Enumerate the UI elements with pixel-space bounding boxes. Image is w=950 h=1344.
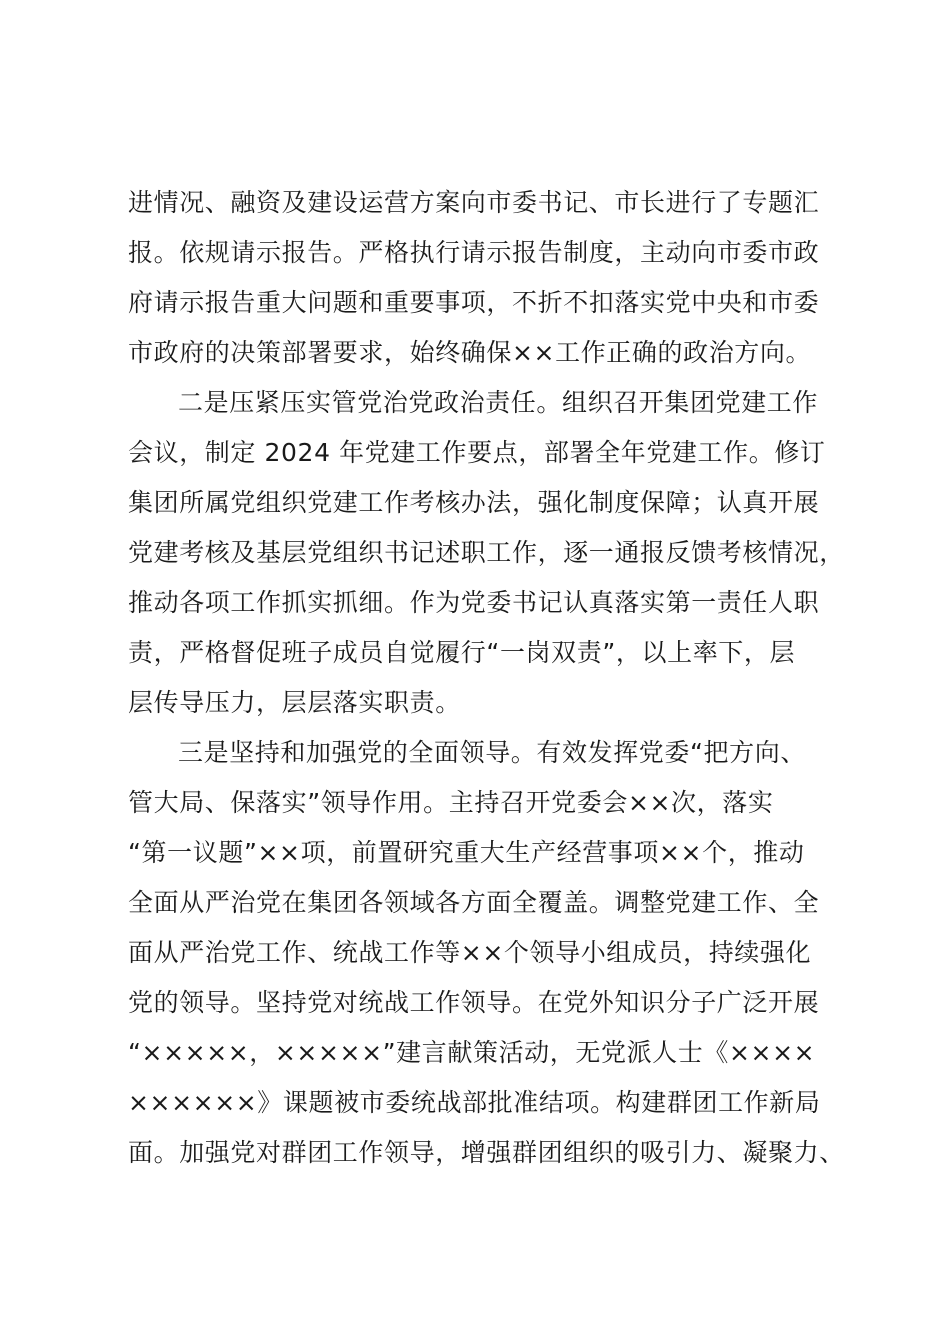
text-line: 面。加强党对群团工作领导，增强群团组织的吸引力、凝聚力、 xyxy=(128,1138,845,1167)
paragraph-start-line: 二是压紧压实管党治党政治责任。组织召开集团党建工作 xyxy=(178,388,819,417)
text-line: 全面从严治党在集团各领域各方面全覆盖。调整党建工作、全 xyxy=(128,888,820,917)
text-line: “×××××，×××××”建言献策活动，无党派人士《×××× xyxy=(128,1038,816,1067)
text-line: ××××××》课题被市委统战部批准结项。构建群团工作新局 xyxy=(128,1088,821,1117)
text-line: 管大局、保落实”领导作用。主持召开党委会××次，落实 xyxy=(128,788,774,817)
text-line: 市政府的决策部署要求，始终确保××工作正确的政治方向。 xyxy=(128,338,812,367)
text-line: 党的领导。坚持党对统战工作领导。在党外知识分子广泛开展 xyxy=(128,988,820,1017)
text-line: 府请示报告重大问题和重要事项，不折不扣落实党中央和市委 xyxy=(128,288,820,317)
text-line: 层传导压力，层层落实职责。 xyxy=(128,688,461,717)
text-line: 进情况、融资及建设运营方案向市委书记、市长进行了专题汇 xyxy=(128,188,820,217)
text-line: 会议，制定 2024 年党建工作要点，部署全年党建工作。修订 xyxy=(128,438,826,467)
text-line: 面从严治党工作、统战工作等××个领导小组成员，持续强化 xyxy=(128,938,812,967)
text-line: 党建考核及基层党组织书记述职工作，逐一通报反馈考核情况， xyxy=(128,538,845,567)
text-line: 报。依规请示报告。严格执行请示报告制度，主动向市委市政 xyxy=(128,238,820,267)
text-line: 责，严格督促班子成员自觉履行“一岗双责”，以上率下，层 xyxy=(128,638,796,667)
text-line: 集团所属党组织党建工作考核办法，强化制度保障；认真开展 xyxy=(128,488,820,517)
text-line: 推动各项工作抓实抓细。作为党委书记认真落实第一责任人职 xyxy=(128,588,820,617)
text-line: “第一议题”××项，前置研究重大生产经营事项××个，推动 xyxy=(128,838,805,867)
paragraph-start-line: 三是坚持和加强党的全面领导。有效发挥党委“把方向、 xyxy=(178,738,806,767)
document-body xyxy=(128,178,845,1178)
